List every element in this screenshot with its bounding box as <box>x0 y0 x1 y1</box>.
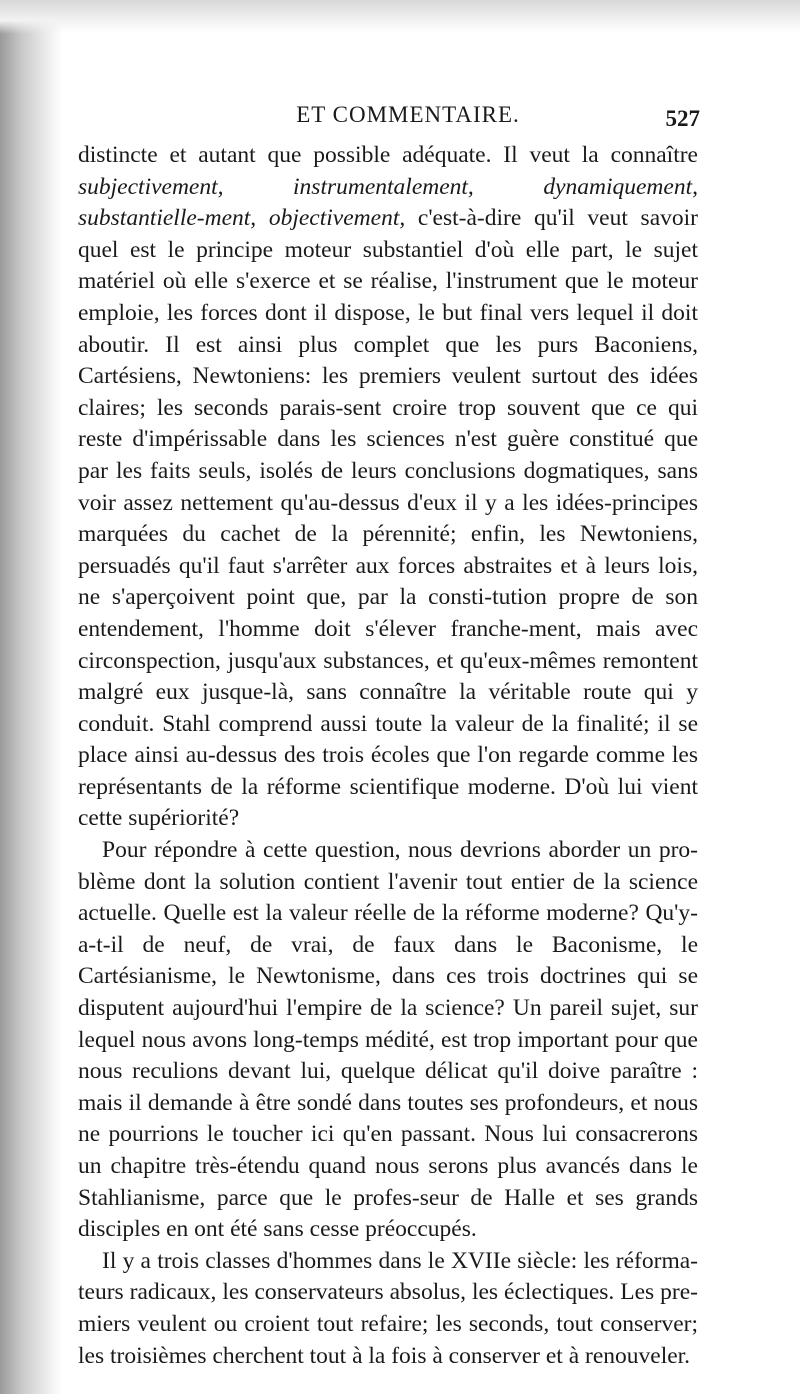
running-head: ET COMMENTAIRE. <box>296 102 520 127</box>
page-number: 527 <box>665 106 700 131</box>
paragraph-2: Pour répondre à cette question, nous devrions aborder un pro-blème dont la solution contient l'avenir tout entier de la science actuelle. Quelle est la valeur réelle de la réforme moderne? Qu'y-a-t-il de neuf, de vrai, de faux dans le Baconisme, le Cartésianisme, le Newtonisme, dans ces trois doctrines qui se disputent aujourd'hui l'empire de la science? Un pareil sujet, sur lequel nous avons long-temps médité, est trop important pour que nous reculions devant lui, quelque délicat qu'il doive paraître : mais il demande à être sondé dans toutes ses profondeurs, et nous ne pourrions le toucher ici qu'en passant. Nous lui consacrerons un chapitre très-étendu quand nous serons plus avancés dans le Stahlianisme, parce que le profes-seur de Halle et ses grands disciples en ont été sans cesse préoccupés. <box>78 837 698 1243</box>
binding-shadow <box>0 0 62 1394</box>
top-edge-shadow <box>0 0 800 34</box>
paragraph-1-italic: subjectivement, instrumentalement, dynamiquement, substantielle-ment, objectivement, <box>78 173 698 232</box>
paragraph-1 <box>78 140 698 835</box>
book-page <box>78 96 698 1372</box>
paragraph-1-rest: c'est-à-dire qu'il veut savoir quel est le principe moteur substantiel d'où elle part, le sujet matériel où elle s'exerce et se réalise, l'instrument que le moteur emploie, les forces dont il dispose, le but final vers lequel il doit aboutir. Il est ainsi plus complet que les purs Baconiens, Cartésiens, Newtoniens: les premiers veulent surtout des idées claires; les seconds parais-sent croire trop souvent que ce qui reste d'impérissable dans les sciences n'est guère constitué que par les faits seuls, isolés de leurs conclusions dogmatiques, sans voir assez nettement qu'au-dessus d'eux il y a les idées-principes marquées du cachet de la pérennité; enfin, les Newtoniens, persuadés qu'il faut s'arrêter aux forces abstraites et à leurs lois, ne s'aperçoivent point que, par la consti-tution propre de son entendement, l'homme doit s'élever franche-ment, mais avec circonspection, jusqu'aux substances, et qu'eux-mêmes remontent malgré eux jusque-là, sans connaître la véritable route qui y conduit. Stahl comprend aussi toute la valeur de la finalité; il se place ainsi au-dessus des trois écoles que l'on regarde comme les représentants de la réforme scientifique moderne. D'où lui vient cette supériorité? <box>78 205 698 832</box>
paragraph-3: Il y a trois classes d'hommes dans le XVIIe siècle: les réforma-teurs radicaux, les conservateurs absolus, les éclectiques. Les pre-miers veulent ou croient tout refaire; les seconds, tout conserver; les troisièmes cherchent tout à la fois à conserver et à renouveler. <box>78 1247 698 1369</box>
page-header <box>78 96 698 140</box>
body-text <box>78 140 698 1372</box>
paragraph-1-lead: distincte et autant que possible adéquate. Il veut la connaître <box>78 142 698 168</box>
